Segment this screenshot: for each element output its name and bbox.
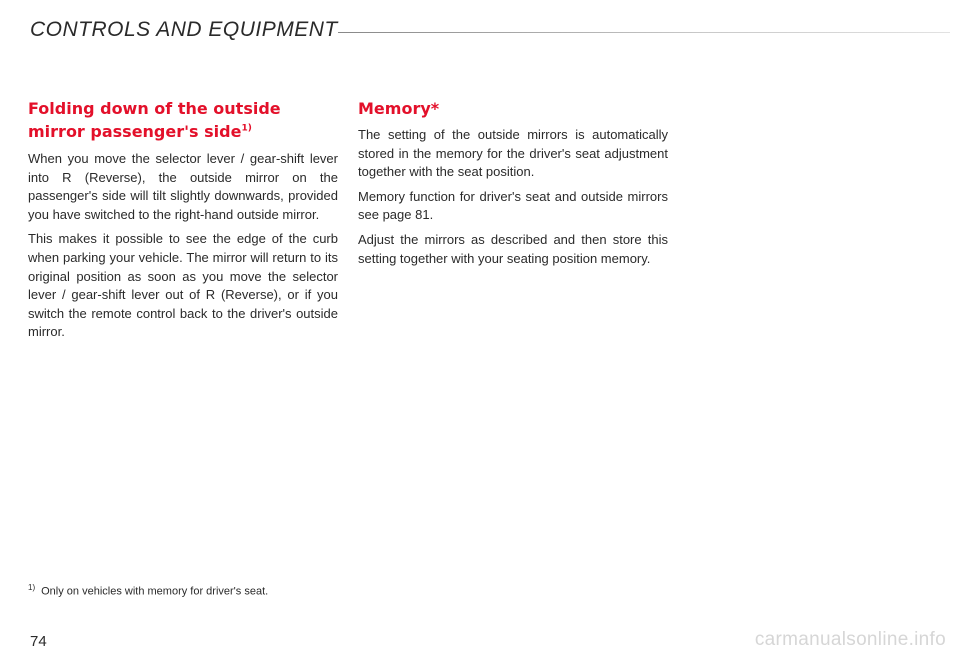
footnote-mark: 1) bbox=[28, 583, 36, 592]
watermark: carmanualsonline.info bbox=[754, 629, 946, 650]
paragraph: The setting of the outside mirrors is automatically stored in the memory for the driver's seat adjustment together with the seat position. bbox=[358, 127, 668, 180]
paragraph: Memory function for driver's seat and outside mirrors see page 81. bbox=[358, 188, 668, 223]
heading-text: Folding down of the outside mirror passenger's side bbox=[28, 99, 281, 141]
left-column bbox=[28, 97, 338, 348]
footnote-text: Only on vehicles with memory for driver's seat. bbox=[41, 585, 269, 598]
page-number: 74 bbox=[30, 633, 47, 650]
section-title: CONTROLS AND EQUIPMENT bbox=[30, 18, 338, 41]
paragraph: Adjust the mirrors as described and then store this setting together with your seating position memory. bbox=[358, 231, 668, 266]
footnote-reference: 1) bbox=[241, 123, 252, 134]
paragraph: This makes it possible to see the edge of the curb when parking your vehicle. The mirror will return to its original position as soon as you move the selector lever / gear-shift lever out of R (Reverse), or if you switch the remote control back to the driver's outside mirror. bbox=[28, 231, 338, 340]
footnote bbox=[28, 583, 268, 598]
header-divider bbox=[338, 32, 950, 33]
paragraph: When you move the selector lever / gear-shift lever into R (Reverse), the outside mirror on the passenger's side will tilt slightly downwards, provided you have switched to the right-hand outside mirror. bbox=[28, 151, 338, 222]
right-column bbox=[358, 97, 668, 274]
section-heading-folding-mirror bbox=[28, 97, 338, 143]
section-heading-memory: Memory* bbox=[358, 99, 440, 118]
